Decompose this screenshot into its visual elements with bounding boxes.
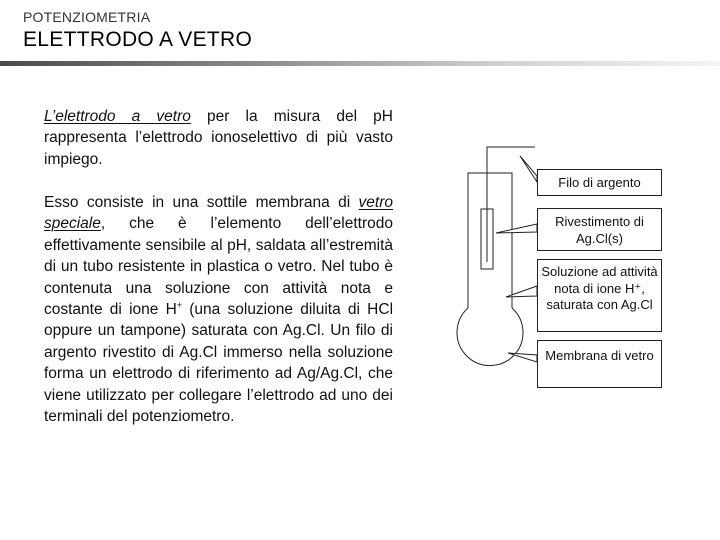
- callout-silver-wire: Filo di argento: [537, 169, 662, 196]
- intro-text: per la misura del pH rappresenta l’elettrodo ionoselettivo di più vasto impiego.: [44, 108, 393, 168]
- silver-wire: [487, 147, 535, 230]
- term-special-glass: vetro speciale: [44, 194, 393, 233]
- callout-glass-membrane: Membrana di vetro: [537, 340, 662, 388]
- leader-soluzione: [506, 286, 537, 297]
- slide-kicker: POTENZIOMETRIA: [23, 9, 151, 25]
- callout-agcl-coating: Rivestimento di Ag.Cl(s): [537, 208, 662, 251]
- description-text-b: , che è l’elemento dell’elettrodo effettivamente sensibile al pH, saldata all’estremità di un tubo resistente in plastica o vetro. Nel tubo è contenuta una soluzione con attività nota e costante di ione H: [44, 215, 393, 319]
- ion-charge: +: [176, 300, 183, 311]
- leader-rivestimento: [496, 224, 537, 233]
- glass-membrane-bulb: [457, 308, 523, 366]
- description-text-c: (una soluzione diluita di HCl oppure un tampone) saturata con Ag.Cl. Un filo di argento rivestito di Ag.Cl immerso nella soluzione forma un elettrodo di riferimento ad Ag/Ag.Cl, che viene utilizzato per collegare l’elettrodo ad uno dei terminali del potenziometro.: [44, 301, 394, 426]
- callout-inner-solution: Soluzione ad attività nota di ione H⁺, saturata con Ag.Cl: [537, 259, 662, 332]
- term-glass-electrode: L’elettrodo a vetro: [44, 108, 191, 125]
- leader-filo: [520, 156, 537, 182]
- description-text-a: Esso consiste in una sottile membrana di: [44, 194, 359, 211]
- slide-title: ELETTRODO A VETRO: [23, 28, 253, 51]
